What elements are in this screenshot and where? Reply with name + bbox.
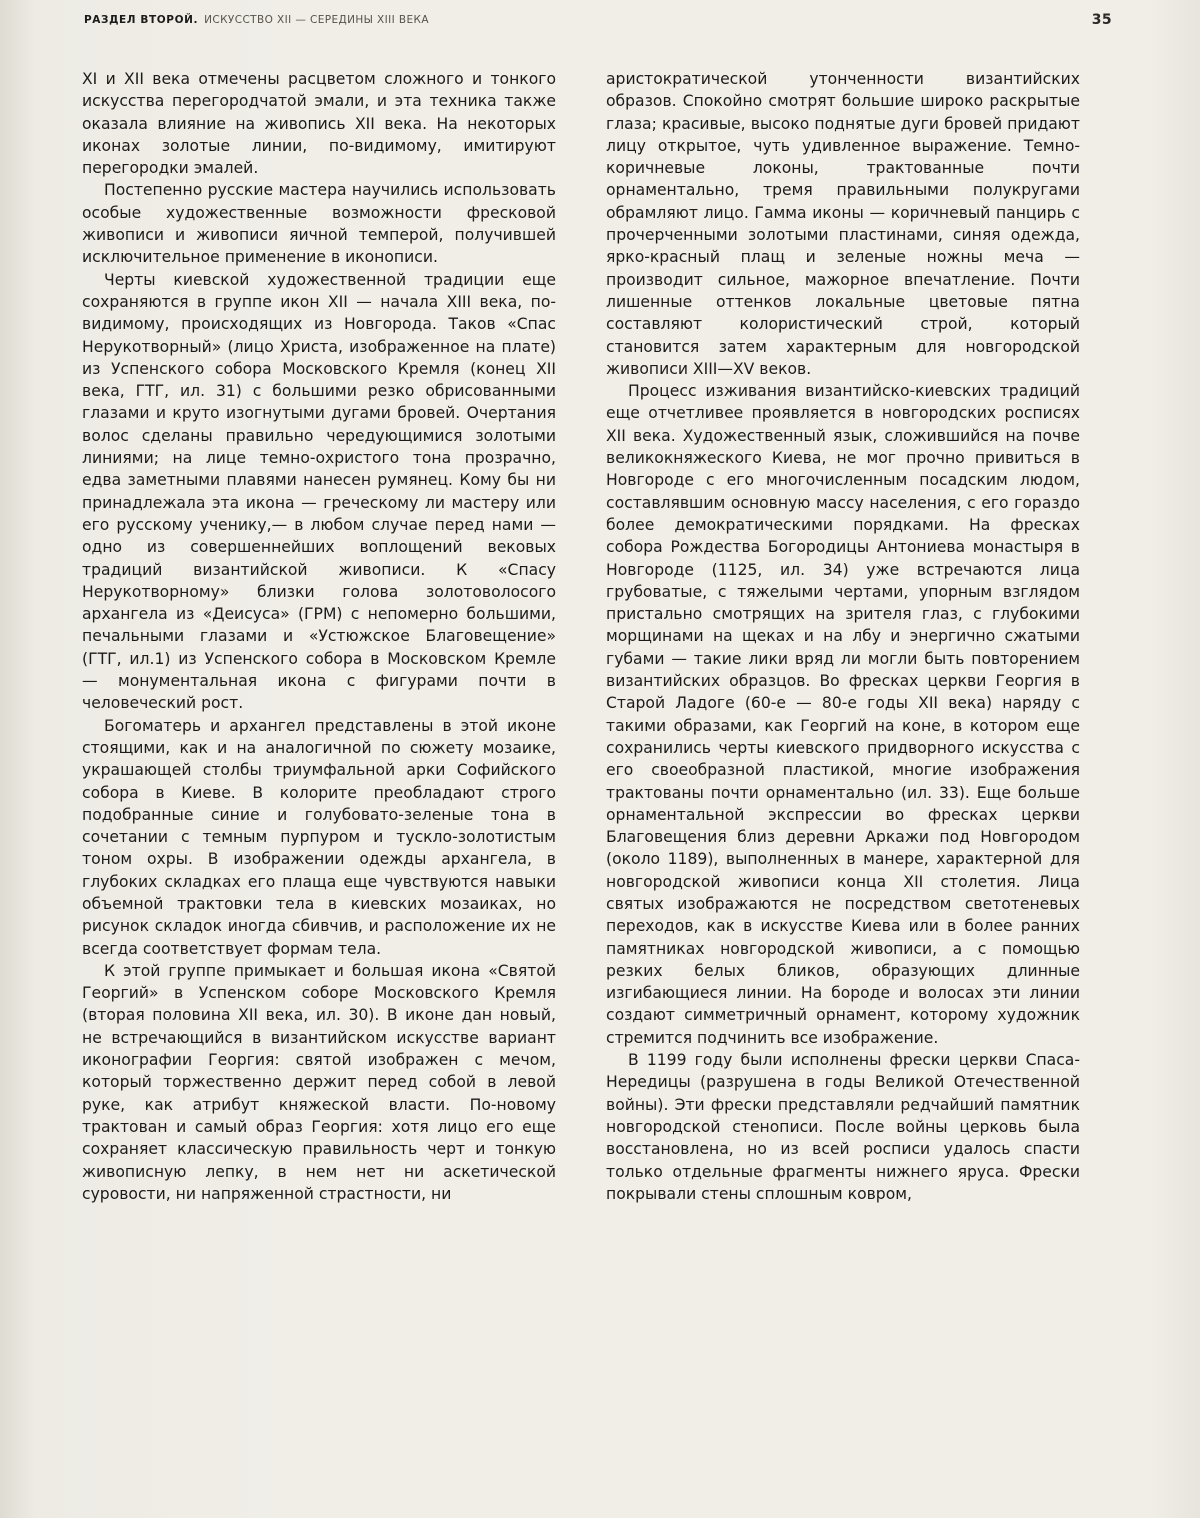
left-column bbox=[82, 68, 556, 1205]
paragraph: Черты киевской художественной традиции еще сохраняются в группе икон XII — начала XIII века, по-видимому, происходящих из Новгорода. Таков «Спас Нерукотворный» (лицо Христа, изображенное на плате) из Успенского собора Московского Кремля (конец XII века, ГТГ, ил. 31) с большими резко обрисованными глазами и круто изогнутыми дугами бровей. Очертания волос сделаны правильно чередующимися золотыми линиями; на лице темно-охристого тона прозрачно, едва заметными плавями нанесен румянец. Кому бы ни принадлежала эта икона — греческому ли мастеру или его русскому ученику,— в любом случае перед нами — одно из совершеннейших воплощений вековых традиций византийской живописи. К «Спасу Нерукотворному» близки голова золотоволосого архангела из «Деисуса» (ГРМ) с непомерно большими, печальными глазами и «Устюжское Благовещение» (ГТГ, ил.1) из Успенского собора в Московском Кремле — монументальная икона с фигурами почти в человеческий рост. bbox=[82, 270, 556, 713]
paragraph: В 1199 году были исполнены фрески церкви Спаса-Нередицы (разрушена в годы Великой Отечественной войны). Эти фрески представляли редчайший памятник новгородской стенописи. После войны церковь была восстановлена, но из всей росписи удалось спасти только отдельные фрагменты нижнего яруса. Фрески покрывали стены сплошным ковром, bbox=[606, 1051, 1080, 1203]
paragraph: Богоматерь и архангел представлены в этой иконе стоящими, как и на аналогичной по сюжету мозаике, украшающей столбы триумфальной арки Софийского собора в Киеве. В колорите преобладают строго подобранные синие и голубовато-зеленые тона в сочетании с темным пурпуром и тускло-золотистым тоном охры. В изображении одежды архангела, в глубоких складках его плаща еще чувствуются навыки объемной трактовки тела в киевских мозаиках, но рисунок складок иногда сбивчив, и расположение их не всегда соответствует формам тела. bbox=[82, 716, 556, 958]
chapter-subtitle: ИСКУССТВО XII — СЕРЕДИНЫ XIII ВЕКА bbox=[204, 14, 429, 26]
right-column bbox=[606, 68, 1080, 1205]
paragraph: Постепенно русские мастера научились использовать особые художественные возможности фресковой живописи и живописи яичной темперой, получившей исключительное применение в иконописи. bbox=[82, 181, 556, 267]
paragraph: К этой группе примыкает и большая икона «Святой Георгий» в Успенском соборе Московского Кремля (вторая половина XII века, ил. 30). В иконе дан новый, не встречающийся в византийском искусстве вариант иконографии Георгия: святой изображен с мечом, который торжественно держит перед собой в левой руке, как атрибут княжеской власти. По-новому трактован и самый образ Георгия: хотя лицо его еще сохраняет классическую правильность черт и тонкую живописную лепку, в нем нет ни аскетической суровости, ни напряженной страстности, ни bbox=[82, 961, 556, 1203]
paragraph: XI и XII века отмечены расцветом сложного и тонкого искусства перегородчатой эмали, и эта техника также оказала влияние на живопись XII века. На некоторых иконах золотые линии, по-видимому, имитируют перегородки эмалей. bbox=[82, 70, 556, 178]
page-number: 35 bbox=[1091, 12, 1112, 28]
running-header bbox=[84, 14, 1112, 36]
section-title: РАЗДЕЛ ВТОРОЙ. bbox=[84, 14, 199, 26]
paragraph: Процесс изживания византийско-киевских традиций еще отчетливее проявляется в новгородских росписях XII века. Художественный язык, сложившийся на почве великокняжеского Киева, не мог прочно привиться в Новгороде с его многочисленным посадским людом, составлявшим основную массу населения, с его гораздо более демократическими порядками. На фресках собора Рождества Богородицы Антониева монастыря в Новгороде (1125, ил. 34) уже встречаются лица грубоватые, с тяжелыми чертами, упорным взглядом пристально смотрящих на зрителя глаз, с глубокими морщинами на щеках и на лбу и энергично сжатыми губами — такие лики вряд ли могли быть повторением византийских образцов. Во фресках церкви Георгия в Старой Ладоге (60-е — 80-е годы XII века) наряду с такими образами, как Георгий на коне, в котором еще сохранились черты киевского придворного искусства с его своеобразной пластикой, многие изображения трактованы почти орнаментально (ил. 33). Еще больше орнаментальной экспрессии во фресках церкви Благовещения близ деревни Аркажи под Новгородом (около 1189), выполненных в манере, характерной для новгородской живописи конца XII столетия. Лица святых изображаются не посредством светотеневых переходов, как в искусстве Киева или в более ранних памятниках новгородской живописи, а с помощью резких белых бликов, образующих длинные изгибающиеся линии. На бороде и волосах эти линии создают симметричный орнамент, которому художник стремится подчинить все изображение. bbox=[606, 382, 1080, 1047]
paragraph: аристократической утонченности византийских образов. Спокойно смотрят большие широко раскрытые глаза; красивые, высоко поднятые дуги бровей придают лицу открытое, чуть удивленное выражение. Темно-коричневые локоны, трактованные почти орнаментально, тремя правильными полукругами обрамляют лицо. Гамма иконы — коричневый панцирь с прочерченными золотыми пластинами, синяя одежда, ярко-красный плащ и зеленые ножны меча — производит сильное, мажорное впечатление. Почти лишенные оттенков локальные цветовые пятна составляют колористический строй, который становится затем характерным для новгородской живописи XIII—XV веков. bbox=[606, 70, 1080, 378]
